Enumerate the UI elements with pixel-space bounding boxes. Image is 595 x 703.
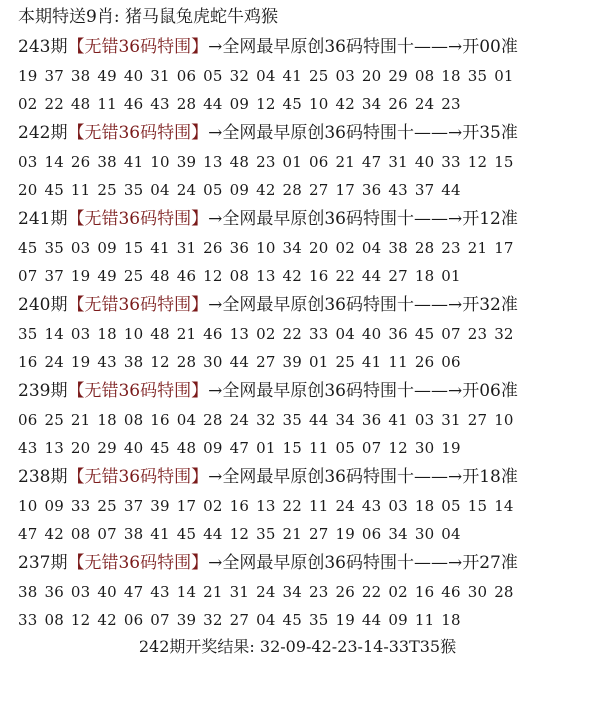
issue-result: 06 (479, 381, 501, 401)
issue-suffix: 准 (500, 467, 518, 487)
issue-title (18, 118, 595, 148)
issue-promo: →全网最早原创36码特围十——→开 (208, 37, 480, 57)
issue-block (18, 204, 595, 290)
issue-title (18, 32, 595, 62)
issue-result: 00 (479, 37, 501, 57)
issue-promo: →全网最早原创36码特围十——→开 (208, 123, 480, 143)
issue-tag: 【无错36码特围】 (67, 381, 209, 401)
issue-list (18, 32, 595, 634)
number-row: 45 35 03 09 15 41 31 26 36 10 34 20 02 04 38 28 23 21 17 (18, 239, 514, 257)
issue-title (18, 204, 595, 234)
issue-promo: →全网最早原创36码特围十——→开 (208, 295, 480, 315)
issue-title (18, 290, 595, 320)
issue-result: 18 (479, 467, 501, 487)
issue-promo: →全网最早原创36码特围十——→开 (208, 381, 480, 401)
issue-result: 35 (479, 123, 501, 143)
issue-suffix: 准 (500, 209, 518, 229)
issue-period: 239期 (18, 381, 68, 401)
issue-period: 242期 (18, 123, 68, 143)
issue-block (18, 290, 595, 376)
issue-tag: 【无错36码特围】 (67, 295, 209, 315)
issue-promo: →全网最早原创36码特围十——→开 (208, 553, 480, 573)
issue-title (18, 462, 595, 492)
issue-period: 240期 (18, 295, 68, 315)
number-row: 38 36 03 40 47 43 14 21 31 24 34 23 26 22 02 16 46 30 28 (18, 583, 514, 601)
issue-tag: 【无错36码特围】 (67, 553, 209, 573)
number-row: 43 13 20 29 40 45 48 09 47 01 15 11 05 07 12 30 19 (18, 439, 461, 457)
number-row: 35 14 03 18 10 48 21 46 13 02 22 33 04 40 36 45 07 23 32 (18, 325, 514, 343)
issue-block (18, 376, 595, 462)
number-row: 33 08 12 42 06 07 39 32 27 04 45 35 19 44 09 11 18 (18, 611, 461, 629)
issue-title (18, 548, 595, 578)
draw-result: 242期开奖结果: 32-09-42-23-14-33T35猴 (138, 637, 457, 656)
issue-period: 243期 (18, 37, 68, 57)
issue-period: 238期 (18, 467, 68, 487)
issue-result: 32 (479, 295, 501, 315)
number-row: 47 42 08 07 38 41 45 44 12 35 21 27 19 06 34 30 04 (18, 525, 461, 543)
issue-promo: →全网最早原创36码特围十——→开 (208, 209, 480, 229)
number-row: 10 09 33 25 37 39 17 02 16 13 22 11 24 43 03 18 05 15 14 (18, 497, 514, 515)
issue-tag: 【无错36码特围】 (67, 467, 209, 487)
number-row: 16 24 19 43 38 12 28 30 44 27 39 01 25 41 11 26 06 (18, 353, 461, 371)
issue-result: 12 (479, 209, 501, 229)
issue-tag: 【无错36码特围】 (67, 37, 209, 57)
issue-tag: 【无错36码特围】 (67, 209, 209, 229)
issue-suffix: 准 (500, 123, 518, 143)
number-row: 03 14 26 38 41 10 39 13 48 23 01 06 21 47 31 40 33 12 15 (18, 153, 514, 171)
number-row: 20 45 11 25 35 04 24 05 09 42 28 27 17 36 43 37 44 (18, 181, 461, 199)
issue-suffix: 准 (500, 295, 518, 315)
issue-suffix: 准 (500, 381, 518, 401)
number-row: 06 25 21 18 08 16 04 28 24 32 35 44 34 36 41 03 31 27 10 (18, 411, 514, 429)
issue-promo: →全网最早原创36码特围十——→开 (208, 467, 480, 487)
issue-block (18, 462, 595, 548)
number-row: 02 22 48 11 46 43 28 44 09 12 45 10 42 34 26 24 23 (18, 95, 461, 113)
issue-period: 237期 (18, 553, 68, 573)
page-header: 本期特送9肖: 猪马鼠兔虎蛇牛鸡猴 (18, 7, 278, 27)
issue-block (18, 548, 595, 634)
number-row: 07 37 19 49 25 48 46 12 08 13 42 16 22 44 27 18 01 (18, 267, 461, 285)
issue-suffix: 准 (500, 37, 518, 57)
number-row: 19 37 38 49 40 31 06 05 32 04 41 25 03 20 29 08 18 35 01 (18, 67, 514, 85)
issue-result: 27 (479, 553, 501, 573)
issue-title (18, 376, 595, 406)
issue-suffix: 准 (500, 553, 518, 573)
issue-tag: 【无错36码特围】 (67, 123, 209, 143)
issue-period: 241期 (18, 209, 68, 229)
issue-block (18, 118, 595, 204)
issue-block (18, 32, 595, 118)
